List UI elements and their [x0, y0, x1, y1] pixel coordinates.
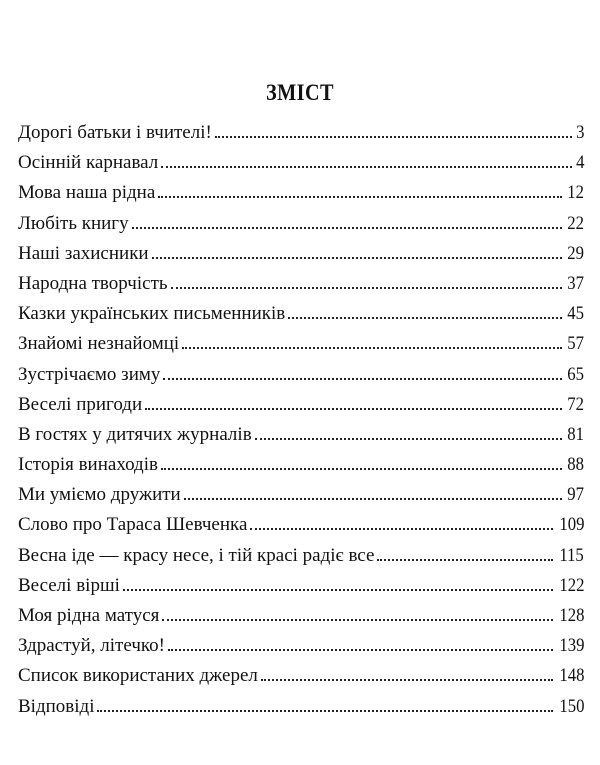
toc-entry-page: 97	[567, 484, 584, 506]
toc-dot-leader	[261, 679, 553, 681]
toc-entry-title: Зустрічаємо зиму	[18, 363, 161, 385]
toc-dot-leader	[161, 468, 562, 470]
toc-entry-title: Здрастуй, літечко!	[18, 635, 165, 657]
toc-entry-page: 128	[558, 605, 584, 626]
toc-entry-title: Осінній карнавал	[18, 152, 159, 174]
toc-entry	[18, 118, 584, 148]
toc-entry-title: Мова наша рідна	[18, 182, 156, 204]
page-title: ЗМІСТ	[266, 80, 334, 105]
toc-entry	[18, 661, 584, 691]
toc-entry-title: В гостях у дитячих журналів	[18, 423, 252, 445]
toc-dot-leader	[132, 227, 562, 229]
toc-entry-page: 65	[567, 363, 584, 385]
toc-entry	[18, 209, 584, 239]
toc-dot-leader	[97, 710, 552, 712]
toc-entry	[18, 692, 584, 722]
toc-entry-page: 109	[558, 514, 584, 536]
toc-entry	[18, 299, 584, 329]
toc-dot-leader	[377, 559, 553, 561]
toc-entry	[18, 450, 584, 480]
toc-dot-leader	[288, 317, 562, 319]
toc-entry-page: 3	[575, 122, 584, 143]
toc-dot-leader	[163, 378, 562, 380]
toc-dot-leader	[162, 619, 552, 621]
toc-dot-leader	[158, 196, 562, 198]
toc-entry-title: Список використаних джерел	[18, 665, 258, 687]
toc-dot-leader	[255, 438, 562, 440]
toc-entry-page: 12	[567, 182, 584, 204]
toc-entry-page: 148	[558, 665, 584, 687]
toc-entry	[18, 390, 584, 420]
toc-entry	[18, 420, 584, 450]
toc-entry-page: 115	[559, 544, 584, 566]
toc-entry	[18, 178, 584, 208]
toc-entry-title: Веселі вірші	[18, 574, 120, 596]
toc-entry-title: Народна творчість	[18, 272, 168, 294]
toc-entry-page: 72	[567, 393, 584, 415]
toc-dot-leader	[161, 166, 571, 168]
table-of-contents	[18, 118, 584, 722]
toc-entry-title: Наші захисники	[18, 242, 149, 264]
toc-dot-leader	[168, 649, 553, 651]
toc-entry-page: 81	[567, 423, 584, 445]
toc-entry-title: Дорогі батьки і вчителі!	[18, 122, 212, 143]
toc-entry-page: 122	[558, 574, 584, 596]
toc-entry	[18, 269, 584, 299]
toc-entry	[18, 510, 584, 540]
toc-entry	[18, 571, 584, 601]
toc-entry	[18, 239, 584, 269]
toc-entry-title: Відповіді	[18, 695, 95, 717]
toc-entry	[18, 541, 584, 571]
toc-entry-title: Моя рідна матуся	[18, 605, 160, 626]
toc-entry-title: Казки українських письменників	[18, 303, 286, 325]
toc-dot-leader	[152, 257, 562, 259]
toc-dot-leader	[184, 498, 562, 500]
toc-entry-page: 29	[567, 242, 584, 264]
toc-entry-title: Весна іде — красу несе, і тій красі радіє все	[18, 544, 375, 566]
toc-entry-page: 57	[567, 333, 584, 355]
toc-dot-leader	[215, 136, 572, 138]
toc-entry-title: Слово про Тараса Шевченка	[18, 514, 248, 536]
toc-dot-leader	[145, 408, 562, 410]
toc-entry-page: 88	[567, 454, 584, 476]
toc-entry-title: Любіть книгу	[18, 212, 129, 234]
toc-entry-page: 22	[567, 212, 584, 234]
toc-dot-leader	[250, 528, 552, 530]
toc-entry-title: Ми уміємо дружити	[18, 484, 181, 506]
toc-entry-page: 150	[558, 695, 584, 717]
toc-entry	[18, 148, 584, 178]
toc-entry-page: 45	[567, 303, 584, 325]
toc-dot-leader	[182, 347, 562, 349]
toc-entry-title: Знайомі незнайомці	[18, 333, 180, 355]
toc-entry	[18, 329, 584, 359]
toc-entry-page: 139	[558, 635, 584, 657]
toc-entry-page: 4	[575, 152, 584, 174]
toc-entry	[18, 631, 584, 661]
toc-entry-title: Історія винаходів	[18, 454, 158, 476]
toc-entry-page: 37	[567, 272, 584, 294]
toc-dot-leader	[123, 589, 553, 591]
toc-entry-title: Веселі пригоди	[18, 393, 143, 415]
toc-entry	[18, 360, 584, 390]
toc-entry	[18, 480, 584, 510]
toc-entry	[18, 601, 584, 631]
toc-dot-leader	[171, 287, 562, 289]
